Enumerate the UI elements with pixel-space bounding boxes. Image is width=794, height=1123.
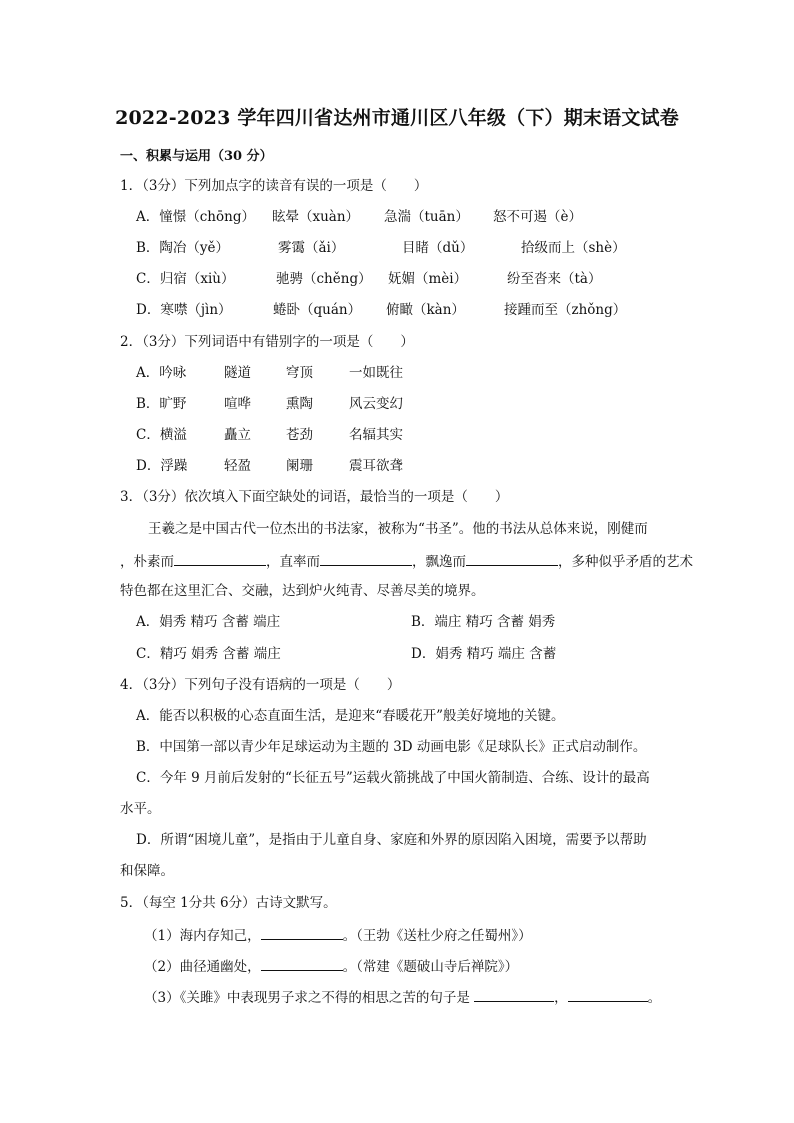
option-text: 风云变幻 xyxy=(349,396,403,412)
item-text: 。（王勃《送杜少府之任蜀州》） xyxy=(342,928,532,944)
exam-title: 2022-2023 学年四川省达州市通川区八年级（下）期末语文试卷 xyxy=(115,107,679,129)
question-3-passage-line-3: 特色都在这里汇合、交融，达到炉火纯青、尽善尽美的境界。 xyxy=(120,583,485,599)
question-3-option-c: C．精巧 娟秀 含蓄 端庄 xyxy=(136,646,281,662)
option-text: B．旷野 xyxy=(136,396,187,412)
blank-2[interactable] xyxy=(320,551,412,566)
passage-text: ，直率而 xyxy=(266,554,320,570)
item-text: 。 xyxy=(647,990,662,1006)
blank-answer[interactable] xyxy=(474,987,554,1002)
question-4-option-c-cont: 水平。 xyxy=(120,801,161,817)
option-text: 雾霭（ǎi） xyxy=(278,240,345,256)
blank-3[interactable] xyxy=(466,551,558,566)
question-3-option-d: D．娟秀 精巧 端庄 含蓄 xyxy=(411,646,557,662)
option-text: 穹顶 xyxy=(286,365,313,381)
option-text: 一如既往 xyxy=(349,365,403,381)
option-text: 妩媚（mèi） xyxy=(388,271,468,287)
option-text: A．吟咏 xyxy=(136,365,187,381)
question-1-stem: 1．（3分）下列加点字的读音有误的一项是（ ） xyxy=(120,178,428,194)
question-3-option-a: A．娟秀 精巧 含蓄 端庄 xyxy=(136,614,281,630)
item-text: （3）《关雎》中表现男子求之不得的相思之苦的句子是 xyxy=(144,990,475,1006)
question-2-option-b xyxy=(136,395,536,413)
question-4-option-b: B．中国第一部以青少年足球运动为主题的 3D 动画电影《足球队长》正式启动制作。 xyxy=(136,739,647,755)
option-text: 接踵而至（zhǒng） xyxy=(504,302,627,318)
option-text: 纷至沓来（tà） xyxy=(507,271,602,287)
option-text: 急湍（tuān） xyxy=(384,209,469,225)
item-text: （2）曲径通幽处， xyxy=(144,959,261,975)
option-text: 苍劲 xyxy=(286,427,313,443)
question-5-stem: 5．（每空 1分共 6分）古诗文默写。 xyxy=(120,895,337,911)
passage-text: ，多种似乎矛盾的艺术 xyxy=(558,554,693,570)
item-text: （1）海内存知己， xyxy=(144,928,261,944)
blank-answer[interactable] xyxy=(261,956,343,971)
option-text: B．陶冶（yě） xyxy=(136,240,230,256)
option-text: 蜷卧（quán） xyxy=(273,302,362,318)
passage-text: ，朴素而 xyxy=(120,554,174,570)
item-text: 。（常建《题破山寺后禅院》） xyxy=(342,959,519,975)
option-text: 俯瞰（kàn） xyxy=(386,302,465,318)
option-text: C．归宿（xiù） xyxy=(136,271,235,287)
option-text: 名辐其实 xyxy=(349,427,403,443)
option-text: D．浮躁 xyxy=(136,458,188,474)
blank-answer[interactable] xyxy=(261,925,343,940)
question-4-stem: 4．（3分）下列句子没有语病的一项是（ ） xyxy=(120,677,401,693)
question-5-item-3 xyxy=(144,987,661,1007)
question-3-option-b: B．端庄 精巧 含蓄 娟秀 xyxy=(411,614,556,630)
question-4-option-d-cont: 和保障。 xyxy=(120,863,174,879)
question-1-option-a xyxy=(136,208,696,226)
question-2-option-d xyxy=(136,457,536,475)
option-text: 熏陶 xyxy=(286,396,313,412)
option-text: 目睹（dǔ） xyxy=(402,240,474,256)
option-text: 眩晕（xuàn） xyxy=(272,209,360,225)
blank-1[interactable] xyxy=(174,551,266,566)
question-3-passage-line-2 xyxy=(120,551,693,571)
option-text: C．横溢 xyxy=(136,427,187,443)
option-text: 隧道 xyxy=(224,365,251,381)
question-1-option-b xyxy=(136,239,696,257)
question-4-option-d: D．所谓“困境儿童”，是指由于儿童自身、家庭和外界的原因陷入困境，需要予以帮助 xyxy=(136,832,647,848)
option-text: 拾级而上（shè） xyxy=(521,240,626,256)
question-1-option-d xyxy=(136,301,696,319)
blank-answer[interactable] xyxy=(568,987,648,1002)
option-text: 轻盈 xyxy=(224,458,251,474)
question-5-item-2 xyxy=(144,956,518,976)
passage-text: ，飘逸而 xyxy=(412,554,466,570)
question-1-option-c xyxy=(136,270,696,288)
section-heading: 一、积累与运用（30 分） xyxy=(120,149,273,164)
item-text: ， xyxy=(554,990,568,1006)
option-text: A．憧憬（chōng） xyxy=(136,209,255,225)
option-text: D．寒噤（jìn） xyxy=(136,302,232,318)
question-2-option-c xyxy=(136,426,536,444)
question-4-option-c: C．今年 9 月前后发射的“长征五号”运载火箭挑战了中国火箭制造、合练、设计的最高 xyxy=(136,770,650,786)
question-2-option-a xyxy=(136,364,536,382)
option-text: 矗立 xyxy=(224,427,251,443)
question-2-stem: 2．（3分）下列词语中有错别字的一项是（ ） xyxy=(120,334,414,350)
option-text: 震耳欲聋 xyxy=(349,458,403,474)
option-text: 驰骋（chěng） xyxy=(276,271,372,287)
option-text: 喧哗 xyxy=(224,396,251,412)
question-4-option-a: A．能否以积极的心态直面生活，是迎来“春暖花开”般美好境地的关键。 xyxy=(136,708,565,724)
option-text: 阑珊 xyxy=(286,458,313,474)
option-text: 怒不可遏（è） xyxy=(493,209,582,225)
question-3-passage-line-1: 王羲之是中国古代一位杰出的书法家，被称为“书圣”。他的书法从总体来说，刚健而 xyxy=(148,521,648,537)
question-3-stem: 3．（3分）依次填入下面空缺处的词语，最恰当的一项是（ ） xyxy=(120,489,509,505)
question-5-item-1 xyxy=(144,925,532,945)
